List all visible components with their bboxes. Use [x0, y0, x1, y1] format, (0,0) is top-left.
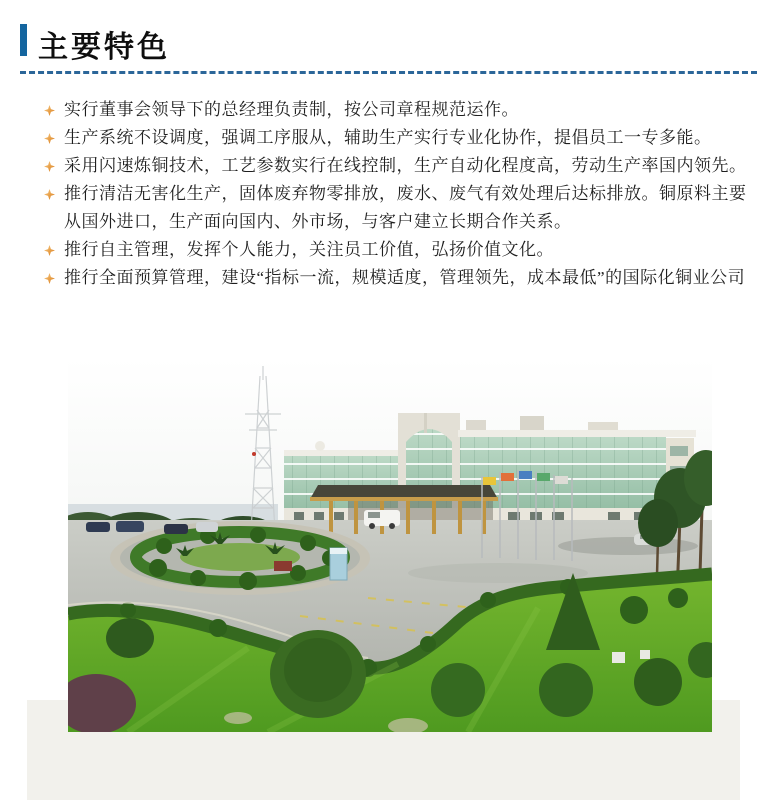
satellite-dish-icon	[315, 441, 325, 451]
list-item	[44, 152, 756, 180]
feature-text: 推行清洁无害化生产，固体废弃物零排放，废水、废气有效处理后达标排放。铜原料主要从国外进口，生产面向国内、外市场，与客户建立长期合作关系。	[64, 184, 747, 231]
list-item	[44, 180, 756, 236]
feature-text: 采用闪速炼铜技术，工艺参数实行在线控制，生产自动化程度高，劳动生产率国内领先。	[64, 156, 747, 175]
flag-orange	[501, 473, 514, 481]
diamond-bullet-icon	[44, 189, 55, 200]
red-planter	[274, 561, 292, 571]
feature-text: 推行全面预算管理，建设“指标一流，规模适度，管理领先，成本最低”的国际化铜业公司	[64, 268, 746, 287]
page-title: 主要特色	[38, 31, 170, 64]
title-accent-bar	[20, 24, 27, 56]
diamond-bullet-icon	[44, 161, 55, 172]
feature-text: 实行董事会领导下的总经理负责制，按公司章程规范运作。	[64, 100, 519, 119]
company-campus-photo	[68, 358, 712, 732]
dashed-divider	[20, 71, 757, 74]
blue-signboard	[330, 548, 347, 580]
list-item	[44, 96, 756, 124]
feature-text: 推行自主管理，发挥个人能力，关注员工价值，弘扬价值文化。	[64, 240, 554, 259]
flag-blue	[519, 471, 532, 479]
diamond-bullet-icon	[44, 133, 55, 144]
feature-text: 生产系统不设调度，强调工序服从，辅助生产实行专业化协作，提倡员工一专多能。	[64, 128, 712, 147]
flag-white	[555, 476, 568, 484]
flag-yellow	[483, 477, 496, 485]
list-item	[44, 236, 756, 264]
list-item	[44, 264, 756, 292]
tower-red-flag	[252, 452, 256, 456]
utility-box	[640, 650, 650, 659]
diamond-bullet-icon	[44, 273, 55, 284]
list-item	[44, 124, 756, 152]
flag-green	[537, 473, 550, 481]
utility-box	[612, 652, 625, 663]
features-list	[44, 96, 756, 292]
diamond-bullet-icon	[44, 245, 55, 256]
diamond-bullet-icon	[44, 105, 55, 116]
